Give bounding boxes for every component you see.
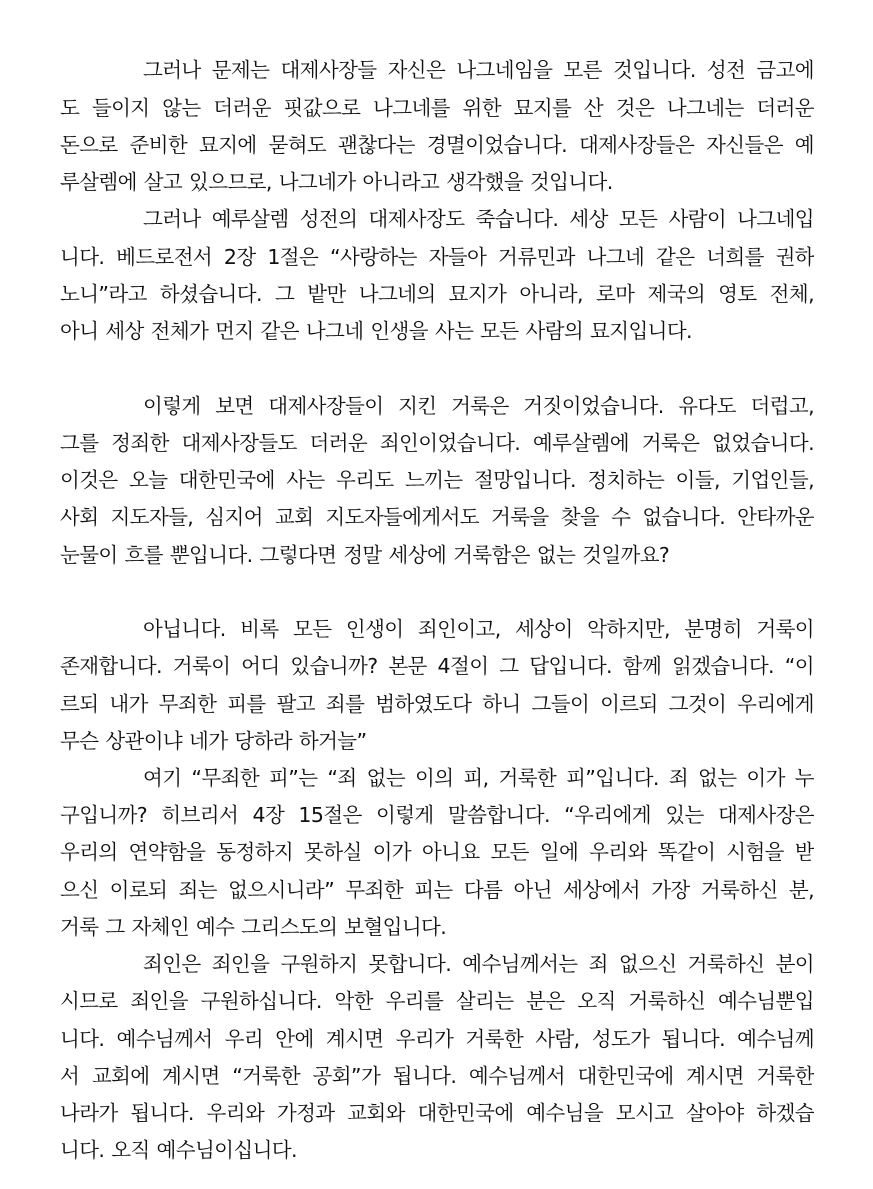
text-line: 이렇게 보면 대제사장들이 지킨 거룩은 거짓이었습니다. 유다도 더럽고, — [143, 394, 814, 418]
text-line: 아닙니다. 비록 모든 인생이 죄인이고, 세상이 악하지만, 분명히 거룩이 — [143, 617, 814, 641]
text-line: 니다. 예수님께서 우리 안에 계시면 우리가 거룩한 사람, 성도가 됩니다. 예수님께 — [60, 1027, 814, 1051]
text-line: 구입니까? 히브리서 4장 15절은 이렇게 말씀합니다. “우리에게 있는 대제사장은 — [60, 803, 814, 827]
text-line: 우리의 연약함을 동정하지 못하실 이가 아니요 모든 일에 우리와 똑같이 시험을 받 — [60, 840, 814, 864]
text-line: 니다. 오직 예수님이십니다. — [60, 1138, 297, 1162]
text-line: 서 교회에 계시면 “거룩한 공회”가 됩니다. 예수님께서 대한민국에 계시면 거룩한 — [60, 1064, 814, 1088]
text-line: 니다. 베드로전서 2장 1절은 “사랑하는 자들아 거류민과 나그네 같은 너희를 권하 — [60, 245, 814, 269]
text-line: 사회 지도자들, 심지어 교회 지도자들에게서도 거룩을 찾을 수 없습니다. 안타까운 — [60, 505, 814, 529]
text-line: 으신 이로되 죄는 없으시니라” 무죄한 피는 다름 아닌 세상에서 가장 거룩하신 분, — [60, 878, 814, 902]
text-line: 그러나 예루살렘 성전의 대제사장도 죽습니다. 세상 모든 사람이 나그네입 — [143, 207, 814, 231]
text-line: 루살렘에 살고 있으므로, 나그네가 아니라고 생각했을 것입니다. — [60, 170, 613, 194]
text-line: 무슨 상관이냐 네가 당하라 하거늘” — [60, 729, 367, 753]
text-line: 르되 내가 무죄한 피를 팔고 죄를 범하였도다 하니 그들이 이르되 그것이 우리에게 — [60, 692, 814, 716]
text-line: 나라가 됩니다. 우리와 가정과 교회와 대한민국에 예수님을 모시고 살아야 하겠습 — [60, 1101, 814, 1125]
text-line: 눈물이 흐를 뿐입니다. 그렇다면 정말 세상에 거룩함은 없는 것일까요? — [60, 543, 670, 567]
text-line: 아니 세상 전체가 먼지 같은 나그네 인생을 사는 모든 사람의 묘지입니다. — [60, 319, 692, 343]
text-line: 그러나 문제는 대제사장들 자신은 나그네임을 모른 것입니다. 성전 금고에 — [143, 58, 814, 82]
text-line: 시므로 죄인을 구원하십니다. 악한 우리를 살리는 분은 오직 거룩하신 예수님뿐입 — [60, 989, 814, 1013]
text-line: 죄인은 죄인을 구원하지 못합니다. 예수님께서는 죄 없으신 거룩하신 분이 — [143, 952, 814, 976]
text-line: 그를 정죄한 대제사장들도 더러운 죄인이었습니다. 예루살렘에 거룩은 없었습니다. — [60, 431, 814, 455]
text-line: 존재합니다. 거룩이 어디 있습니까? 본문 4절이 그 답입니다. 함께 읽겠습니다. “이 — [60, 654, 814, 678]
text-line: 도 들이지 않는 더러운 핏값으로 나그네를 위한 묘지를 산 것은 나그네는 더러운 — [60, 96, 814, 120]
text-line: 여기 “무죄한 피”는 “죄 없는 이의 피, 거룩한 피”입니다. 죄 없는 이가 누 — [143, 766, 814, 790]
text-line: 노니”라고 하셨습니다. 그 밭만 나그네의 묘지가 아니라, 로마 제국의 영토 전체, — [60, 282, 814, 306]
text-line: 이것은 오늘 대한민국에 사는 우리도 느끼는 절망입니다. 정치하는 이들, 기업인들, — [60, 468, 814, 492]
text-line: 돈으로 준비한 묘지에 묻혀도 괜찮다는 경멸이었습니다. 대제사장들은 자신들은 예 — [60, 133, 814, 157]
text-line: 거룩 그 자체인 예수 그리스도의 보혈입니다. — [60, 915, 447, 939]
